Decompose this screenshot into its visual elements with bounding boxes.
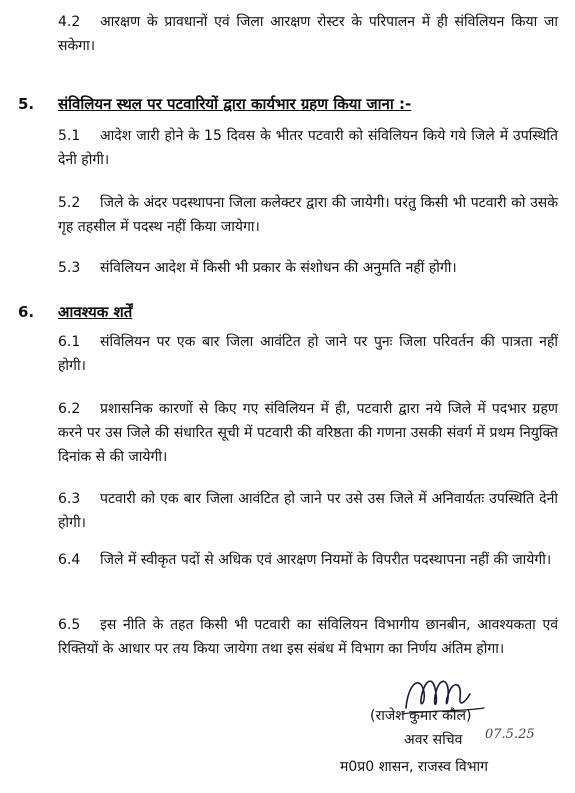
section-6-heading [18,302,132,322]
clause-text: संविलियन आदेश में किसी भी प्रकार के संशोधन की अनुमति नहीं होगी। [100,260,457,276]
clause-text: प्रशासनिक कारणों से किए गए संविलियन में ही, पटवारी द्वारा नये जिले में पदभार ग्रहण करने पर उस जिले की संधारित सूची में पटवारी की वरिष्ठता की गणना उसकी संवर्ग में प्रथम नियुक्ति दिनांक से की जायेगी। [58,401,558,465]
clause-text: आरक्षण के प्रावधानों एवं जिला आरक्षण रोस्टर के परिपालन में ही संविलियन किया जा सकेगा। [58,14,558,54]
clause-5-2 [58,191,558,239]
handwritten-date: 07.5.25 [485,727,535,742]
signatory-office: म0प्र0 शासन, राजस्व विभाग [340,759,489,775]
section-title: संविलियन स्थल पर पटवारियों द्वारा कार्यभार ग्रहण किया जाना :- [58,95,412,113]
clause-text: इस नीति के तहत किसी भी पटवारी का संविलियन विभागीय छानबीन, आवश्यकता एवं रिक्तियों के आधार पर तय किया जायेगा तथा इस संबंध में विभाग का निर्णय अंतिम होगा। [58,617,558,657]
clause-5-1 [58,124,558,172]
clause-number: 4.2 [58,14,81,30]
clause-number: 6.2 [58,401,81,417]
clause-number: 6.5 [58,617,81,633]
clause-number: 6.1 [58,334,81,350]
clause-text: आदेश जारी होने के 15 दिवस के भीतर पटवारी को संविलियन किये गये जिले में उपस्थिति देनी होगी। [58,128,558,168]
section-number: 5. [18,95,35,113]
clause-text: जिले में स्वीकृत पदों से अधिक एवं आरक्षण नियमों के विपरीत पदस्थापना नहीं की जायेगी। [100,552,552,568]
section-number: 6. [18,303,35,321]
clause-number: 5.3 [58,260,81,276]
clause-6-5 [58,613,558,661]
clause-number: 6.3 [58,491,81,507]
clause-text: पटवारी को एक बार जिला आवंटित हो जाने पर उसे उस जिले में अनिवार्यतः उपस्थिति देनी होगी। [58,491,558,531]
clause-6-2 [58,397,558,469]
clause-6-4 [58,548,558,572]
clause-number: 6.4 [58,552,81,568]
clause-6-1 [58,330,558,378]
clause-text: संविलियन पर एक बार जिला आवंटित हो जाने पर पुनः जिला परिवर्तन की पात्रता नहीं होगी। [58,334,558,374]
clause-number: 5.2 [58,195,81,211]
signatory-designation: अवर सचिव [404,732,463,748]
section-title: आवश्यक शर्तें [58,303,133,321]
clause-text: जिले के अंदर पदस्थापना जिला कलेक्टर द्वारा की जायेगी। परंतु किसी भी पटवारी को उसके गृह तहसील में पदस्थ नहीं किया जायेगा। [58,195,558,235]
clause-5-3 [58,256,558,280]
signatory-name: (राजेश कुमार कौल) [370,708,472,724]
clause-6-3 [58,487,558,535]
clause-4-2 [58,10,558,58]
clause-number: 5.1 [58,128,81,144]
section-5-heading [18,94,411,114]
